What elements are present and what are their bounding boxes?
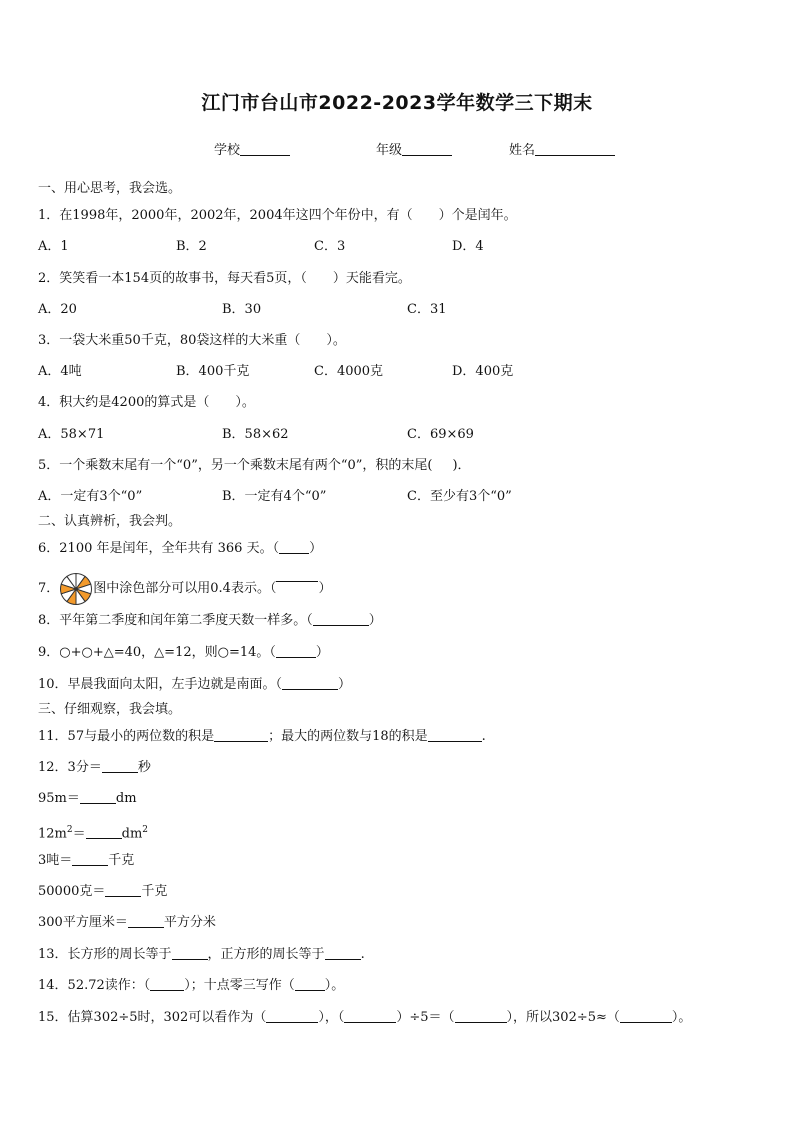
punctuation: ）。 [671, 1010, 692, 1025]
punctuation: . [481, 729, 486, 744]
answer-blank[interactable] [80, 790, 116, 804]
paren-close: ） [309, 541, 323, 556]
question-12-line-1 [38, 759, 151, 777]
pie-figure [59, 572, 93, 606]
option-d[interactable]: D．400克 [452, 364, 514, 379]
question-text: ）天能看完。 [332, 271, 411, 286]
question-text: ）；十点零三写作（ [184, 978, 295, 993]
question-text: ）。 [235, 395, 255, 410]
answer-blank[interactable] [72, 852, 108, 866]
answer-blank[interactable] [150, 977, 184, 991]
answer-blank[interactable] [313, 612, 369, 626]
paren-close: ） [318, 581, 332, 596]
answer-blank[interactable] [455, 1009, 507, 1023]
answer-blank[interactable] [279, 540, 309, 554]
question-text: 300平方厘米＝ [38, 915, 128, 930]
option-c[interactable]: C．31 [407, 302, 447, 317]
answer-blank[interactable] [344, 1009, 396, 1023]
answer-blank[interactable] [172, 946, 208, 960]
question-text: ，正方形的周长等于 [207, 947, 325, 962]
question-text: 50000克＝ [38, 884, 106, 899]
answer-blank[interactable] [276, 568, 318, 582]
option-b[interactable]: B．400千克 [176, 364, 250, 379]
school-field [214, 139, 290, 158]
question-3 [38, 332, 346, 350]
question-text: 3．一袋大米重50千克，80袋这样的大米重（ [38, 333, 301, 348]
answer-blank[interactable] [428, 728, 482, 742]
question-text: ）÷5＝（ [396, 1010, 455, 1025]
question-text: 12m [38, 826, 67, 842]
option-a[interactable]: A．1 [38, 239, 69, 254]
question-text: ；最大的两位数与18的积是 [268, 729, 428, 744]
paren-close: ） [338, 677, 352, 692]
question-text: 3吨＝ [38, 853, 73, 868]
option-a[interactable]: A．一定有3个“0” [38, 489, 143, 504]
answer-blank[interactable] [295, 977, 325, 991]
question-text: 13．长方形的周长等于 [38, 947, 172, 962]
question-text: 15．估算302÷5时，302可以看作为（ [38, 1010, 267, 1025]
section-heading: 一、用心思考，我会选。 [38, 181, 182, 196]
question-12-line-4 [38, 852, 134, 870]
option-a[interactable]: A．4吨 [38, 364, 82, 379]
question-6 [38, 540, 322, 558]
unit-label: 千克 [108, 853, 135, 868]
question-15 [38, 1009, 691, 1027]
answer-blank[interactable] [105, 883, 141, 897]
question-text: ），（ [318, 1010, 345, 1025]
question-text: 2．笑笑看一本154页的故事书，每天看5页，（ [38, 271, 307, 286]
question-13 [38, 946, 365, 964]
question-4 [38, 394, 255, 412]
option-b[interactable]: B．一定有4个“0” [222, 489, 327, 504]
question-1 [38, 207, 517, 225]
option-c[interactable]: C．3 [314, 239, 346, 254]
question-2 [38, 270, 411, 288]
question-text: 9．○+○+△=40，△=12，则○=14。（ [38, 645, 276, 660]
question-10 [38, 676, 351, 694]
unit-label: 秒 [137, 760, 151, 775]
option-a[interactable]: A．20 [38, 302, 77, 317]
answer-blank[interactable] [282, 676, 338, 690]
question-text: 14．52.72读作：（ [38, 978, 151, 993]
question-11 [38, 728, 486, 746]
grade-label: 年级 [376, 143, 403, 158]
question-text: 12．3分＝ [38, 760, 102, 775]
question-text: 6．2100 年是闰年，全年共有 366 天。（ [38, 541, 280, 556]
answer-blank[interactable] [86, 825, 122, 839]
unit-label: dm [121, 826, 143, 842]
unit-label: 平方分米 [163, 915, 216, 930]
question-text: ），所以302÷5≈（ [506, 1010, 620, 1025]
answer-blank[interactable] [102, 759, 138, 773]
question-9 [38, 644, 329, 662]
section-heading: 二、认真辨析，我会判。 [38, 514, 182, 529]
question-text: 11．57与最小的两位数的积是 [38, 729, 215, 744]
option-d[interactable]: D．4 [452, 239, 484, 254]
question-7 [38, 568, 331, 602]
punctuation: ）。 [324, 978, 345, 993]
punctuation: . [360, 947, 365, 962]
question-text: 95m＝ [38, 791, 80, 806]
school-blank[interactable] [240, 142, 290, 156]
question-text: 图中涂色部分可以用0.4表示。（ [93, 581, 277, 596]
paren-close: ） [315, 645, 329, 660]
answer-blank[interactable] [128, 914, 164, 928]
name-label: 姓名 [509, 143, 536, 158]
name-field [509, 139, 615, 158]
grade-field [376, 139, 452, 158]
question-8 [38, 612, 382, 630]
answer-blank[interactable] [276, 644, 316, 658]
option-c[interactable]: C．至少有3个“0” [407, 489, 512, 504]
question-text: ）个是闰年。 [438, 208, 517, 223]
question-text: 5．一个乘数末尾有一个“0”，另一个乘数末尾有两个“0”，积的末尾( [38, 458, 433, 473]
question-text: )． [452, 458, 471, 473]
unit-label: 千克 [141, 884, 168, 899]
superscript: 2 [66, 825, 73, 835]
answer-blank[interactable] [214, 728, 268, 742]
option-c[interactable]: C．69×69 [407, 427, 474, 442]
question-text: 8．平年第二季度和闰年第二季度天数一样多。（ [38, 613, 313, 628]
paren-close: ） [368, 613, 382, 628]
option-b[interactable]: B．2 [176, 239, 207, 254]
question-12-line-5 [38, 883, 167, 901]
answer-blank[interactable] [620, 1009, 672, 1023]
option-b[interactable]: B．58×62 [222, 427, 289, 442]
option-a[interactable]: A．58×71 [38, 427, 105, 442]
option-c[interactable]: C．4000克 [314, 364, 384, 379]
school-label: 学校 [214, 143, 241, 158]
name-blank[interactable] [535, 142, 615, 156]
option-b[interactable]: B．30 [222, 302, 262, 317]
grade-blank[interactable] [402, 142, 452, 156]
question-number: 7． [38, 581, 60, 596]
equals-sign: ＝ [72, 826, 86, 842]
page-title: 江门市台山市2022-2023学年数学三下期末 [201, 92, 593, 114]
question-12-line-2 [38, 790, 137, 808]
question-text: 4．积大约是4200的算式是（ [38, 395, 210, 410]
question-12-line-6 [38, 914, 216, 932]
question-text: 10．早晨我面向太阳，左手边就是南面。（ [38, 677, 283, 692]
answer-blank[interactable] [325, 946, 361, 960]
question-12-line-3 [38, 821, 148, 843]
answer-blank[interactable] [266, 1009, 318, 1023]
question-14 [38, 977, 344, 995]
superscript: 2 [142, 825, 149, 835]
question-5 [38, 457, 471, 475]
question-text: ）。 [326, 333, 346, 348]
section-heading: 三、仔细观察，我会填。 [38, 702, 182, 717]
question-text: 1．在1998年，2000年，2002年，2004年这四个年份中，有（ [38, 208, 413, 223]
unit-label: dm [115, 791, 137, 806]
